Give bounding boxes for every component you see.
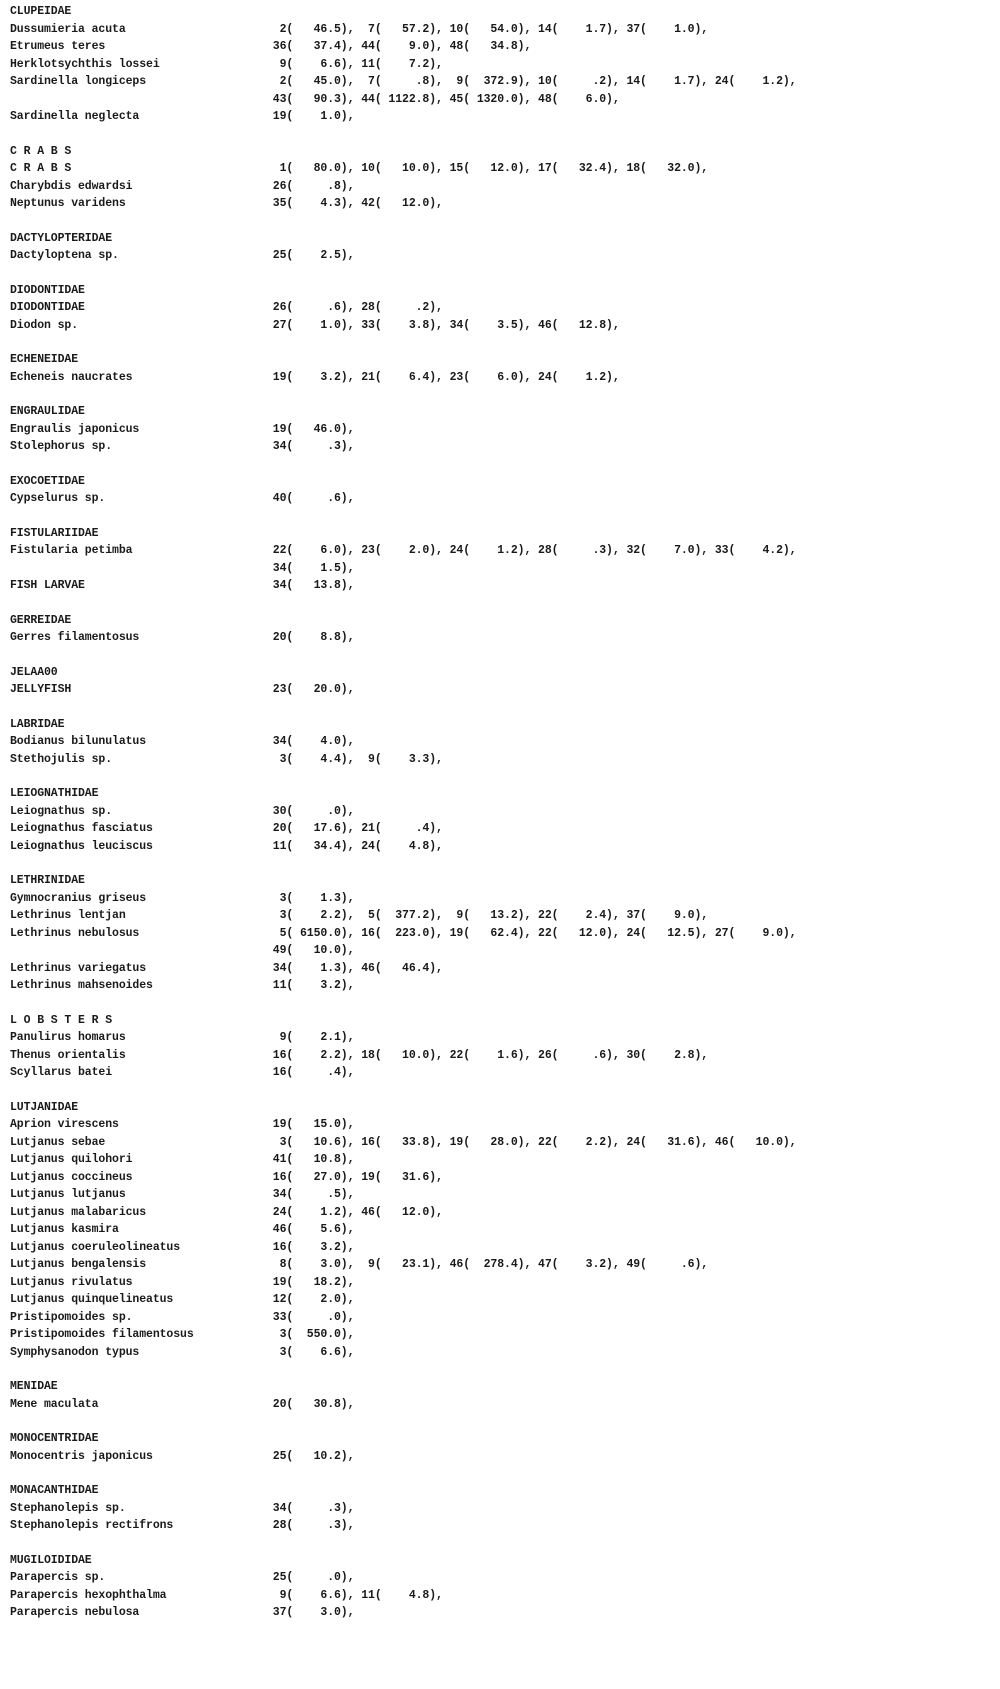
station-values: 25( 10.2), xyxy=(266,1449,355,1463)
species-row xyxy=(10,369,990,387)
species-row xyxy=(10,73,990,91)
family-section xyxy=(10,352,990,386)
species-row xyxy=(10,438,990,456)
station-values: 34( 4.0), xyxy=(266,735,355,748)
family-section xyxy=(10,1553,990,1622)
species-row xyxy=(10,56,990,74)
family-heading: CLUPEIDAE xyxy=(10,5,72,18)
family-section xyxy=(10,144,990,213)
species-row xyxy=(10,560,990,578)
station-values: 19( 15.0), xyxy=(266,1118,355,1131)
species-name: Neptunus varidens xyxy=(10,197,126,210)
species-name: Panulirus homarus xyxy=(10,1031,126,1044)
station-values: 27( 1.0), 33( 3.8), 34( 3.5), 46( 12.8), xyxy=(266,318,620,332)
species-row xyxy=(10,1517,990,1535)
species-row xyxy=(10,1448,990,1466)
species-name: Stephanolepis sp. xyxy=(10,1501,126,1515)
family-section xyxy=(10,404,990,456)
species-row xyxy=(10,1604,990,1622)
station-values: 11( 34.4), 24( 4.8), xyxy=(266,839,443,853)
species-row xyxy=(10,299,990,317)
species-name: Stolephorus sp. xyxy=(10,440,113,453)
species-name: Lutjanus sebae xyxy=(10,1135,106,1149)
station-values: 2( 46.5), 7( 57.2), 10( 54.0), 14( 1.7), 37( 1.0), xyxy=(266,22,709,36)
species-name: Mene maculata xyxy=(10,1397,99,1411)
station-values: 9( 2.1), xyxy=(266,1031,355,1044)
station-values: 22( 6.0), 23( 2.0), 24( 1.2), 28( .3), 32( 7.0), 33( 4.2), xyxy=(266,544,797,557)
species-name: Leiognathus fasciatus xyxy=(10,822,153,835)
species-name: Lethrinus variegatus xyxy=(10,961,147,975)
species-name: Lethrinus nebulosus xyxy=(10,926,140,940)
family-section xyxy=(10,283,990,335)
species-name: Fistularia petimba xyxy=(10,544,133,557)
family-section xyxy=(10,1431,990,1465)
species-row xyxy=(10,542,990,560)
species-row xyxy=(10,803,990,821)
species-row xyxy=(10,108,990,126)
species-name: Charybdis edwardsi xyxy=(10,179,133,193)
family-heading: LUTJANIDAE xyxy=(10,1100,79,1114)
family-section xyxy=(10,4,990,126)
family-heading: FISTULARIIDAE xyxy=(10,526,99,540)
species-row xyxy=(10,1204,990,1222)
species-name: Diodon sp. xyxy=(10,318,79,332)
species-row xyxy=(10,247,990,265)
species-row xyxy=(10,91,990,109)
species-name: FISH LARVAE xyxy=(10,579,85,592)
species-row xyxy=(10,838,990,856)
species-row xyxy=(10,1396,990,1414)
family-heading: MONOCENTRIDAE xyxy=(10,1432,99,1445)
species-row xyxy=(10,751,990,769)
station-values: 30( .0), xyxy=(266,804,355,818)
family-heading: DIODONTIDAE xyxy=(10,283,85,297)
species-row xyxy=(10,977,990,995)
station-values: 16( 2.2), 18( 10.0), 22( 1.6), 26( .6), 30( 2.8), xyxy=(266,1048,709,1062)
species-name: Lutjanus quinquelineatus xyxy=(10,1293,174,1306)
species-row xyxy=(10,1309,990,1327)
station-values: 8( 3.0), 9( 23.1), 46( 278.4), 47( 3.2), 49( .6), xyxy=(266,1258,709,1271)
species-name: Echeneis naucrates xyxy=(10,370,133,384)
station-values: 5( 6150.0), 16( 223.0), 19( 62.4), 22( 12.0), 24( 12.5), 27( 9.0), xyxy=(266,926,797,940)
species-name: Bodianus bilunulatus xyxy=(10,735,147,748)
species-name: Parapercis hexophthalma xyxy=(10,1588,167,1602)
species-row xyxy=(10,1186,990,1204)
family-heading: LABRIDAE xyxy=(10,717,65,731)
species-name: Stethojulis sp. xyxy=(10,752,113,766)
species-name: Stephanolepis rectifrons xyxy=(10,1519,174,1532)
station-values: 20( 8.8), xyxy=(266,631,355,644)
species-name: Gerres filamentosus xyxy=(10,631,140,644)
family-heading: DACTYLOPTERIDAE xyxy=(10,231,113,245)
species-name: Pristipomoides filamentosus xyxy=(10,1328,194,1341)
species-row xyxy=(10,178,990,196)
species-name: Lutjanus coccineus xyxy=(10,1170,133,1184)
species-name: Parapercis nebulosa xyxy=(10,1606,140,1619)
family-heading: C R A B S xyxy=(10,144,72,158)
station-values: 20( 30.8), xyxy=(266,1397,355,1411)
species-row xyxy=(10,1256,990,1274)
species-name: Leiognathus leuciscus xyxy=(10,839,153,853)
station-values: 46( 5.6), xyxy=(266,1223,355,1236)
species-row xyxy=(10,1274,990,1292)
species-row xyxy=(10,490,990,508)
station-values: 24( 1.2), 46( 12.0), xyxy=(266,1205,443,1219)
species-name: Lutjanus malabaricus xyxy=(10,1205,147,1219)
species-name: DIODONTIDAE xyxy=(10,301,85,314)
family-section xyxy=(10,665,990,699)
species-row xyxy=(10,577,990,595)
family-section xyxy=(10,1013,990,1082)
species-row xyxy=(10,21,990,39)
station-values: 35( 4.3), 42( 12.0), xyxy=(266,197,443,210)
species-row xyxy=(10,1047,990,1065)
species-name: Lethrinus lentjan xyxy=(10,909,126,922)
species-name: Pristipomoides sp. xyxy=(10,1310,133,1324)
family-section xyxy=(10,474,990,508)
species-row xyxy=(10,421,990,439)
species-name: Dactyloptena sp. xyxy=(10,249,119,262)
species-name: Lutjanus lutjanus xyxy=(10,1188,126,1201)
station-values: 34( .3), xyxy=(266,440,355,453)
species-name: Symphysanodon typus xyxy=(10,1345,140,1359)
family-section xyxy=(10,613,990,647)
family-section xyxy=(10,1100,990,1362)
family-heading: LEIOGNATHIDAE xyxy=(10,787,99,800)
station-values: 34( .3), xyxy=(266,1501,355,1515)
species-row xyxy=(10,942,990,960)
species-row xyxy=(10,1064,990,1082)
species-row xyxy=(10,1134,990,1152)
family-heading: GERREIDAE xyxy=(10,613,72,627)
station-values: 16( 27.0), 19( 31.6), xyxy=(266,1170,443,1184)
station-values: 19( 1.0), xyxy=(266,110,355,123)
family-heading: ECHENEIDAE xyxy=(10,353,79,366)
species-row xyxy=(10,733,990,751)
catch-listing xyxy=(10,4,990,1622)
station-values: 9( 6.6), 11( 4.8), xyxy=(266,1588,443,1602)
species-name: Leiognathus sp. xyxy=(10,804,113,818)
family-section xyxy=(10,786,990,855)
station-values: 34( 1.3), 46( 46.4), xyxy=(266,961,443,975)
station-values: 16( 3.2), xyxy=(266,1240,355,1254)
species-row xyxy=(10,1221,990,1239)
species-row xyxy=(10,1344,990,1362)
station-values: 34( 13.8), xyxy=(266,579,355,592)
family-heading: MUGILOIDIDAE xyxy=(10,1553,92,1567)
species-name: Aprion virescens xyxy=(10,1118,119,1131)
species-row xyxy=(10,681,990,699)
species-name: Lutjanus bengalensis xyxy=(10,1258,147,1271)
station-values: 3( 1.3), xyxy=(266,891,355,905)
species-row xyxy=(10,38,990,56)
station-values: 36( 37.4), 44( 9.0), 48( 34.8), xyxy=(266,40,532,53)
station-values: 34( 1.5), xyxy=(266,561,355,575)
station-values: 20( 17.6), 21( .4), xyxy=(266,822,443,835)
species-name: Gymnocranius griseus xyxy=(10,891,147,905)
species-name: Thenus orientalis xyxy=(10,1048,126,1062)
species-name: Lethrinus mahsenoides xyxy=(10,979,153,992)
species-row xyxy=(10,160,990,178)
station-values: 43( 90.3), 44( 1122.8), 45( 1320.0), 48( 6.0), xyxy=(266,92,620,106)
station-values: 37( 3.0), xyxy=(266,1606,355,1619)
station-values: 19( 3.2), 21( 6.4), 23( 6.0), 24( 1.2), xyxy=(266,370,620,384)
species-name: C R A B S xyxy=(10,162,72,175)
species-row xyxy=(10,960,990,978)
station-values: 9( 6.6), 11( 7.2), xyxy=(266,57,443,71)
species-row xyxy=(10,1239,990,1257)
species-row xyxy=(10,1169,990,1187)
species-name: Sardinella longiceps xyxy=(10,75,147,88)
species-name: Lutjanus quilohori xyxy=(10,1153,133,1166)
species-row xyxy=(10,1587,990,1605)
family-heading: LETHRINIDAE xyxy=(10,874,85,887)
species-name: Lutjanus kasmira xyxy=(10,1223,119,1236)
species-row xyxy=(10,820,990,838)
station-values: 19( 46.0), xyxy=(266,422,355,436)
station-values: 3( 550.0), xyxy=(266,1328,355,1341)
station-values: 16( .4), xyxy=(266,1066,355,1079)
station-values: 3( 6.6), xyxy=(266,1345,355,1359)
species-name: Lutjanus coeruleolineatus xyxy=(10,1240,181,1254)
station-values: 40( .6), xyxy=(266,492,355,505)
station-values: 23( 20.0), xyxy=(266,683,355,696)
species-name: Sardinella neglecta xyxy=(10,110,140,123)
station-values: 3( 2.2), 5( 377.2), 9( 13.2), 22( 2.4), 37( 9.0), xyxy=(266,909,709,922)
species-name: JELLYFISH xyxy=(10,683,72,696)
species-name: Dussumieria acuta xyxy=(10,22,126,36)
species-row xyxy=(10,195,990,213)
family-section xyxy=(10,1379,990,1413)
species-row xyxy=(10,317,990,335)
species-name: Monocentris japonicus xyxy=(10,1449,153,1463)
station-values: 34( .5), xyxy=(266,1188,355,1201)
species-row xyxy=(10,1291,990,1309)
species-name: Lutjanus rivulatus xyxy=(10,1275,133,1289)
station-values: 2( 45.0), 7( .8), 9( 372.9), 10( .2), 14( 1.7), 24( 1.2), xyxy=(266,75,797,88)
family-heading: MENIDAE xyxy=(10,1380,58,1393)
family-heading: MONACANTHIDAE xyxy=(10,1484,99,1497)
species-name: Parapercis sp. xyxy=(10,1571,106,1584)
family-heading: EXOCOETIDAE xyxy=(10,474,85,488)
family-section xyxy=(10,717,990,769)
species-row xyxy=(10,629,990,647)
station-values: 25( 2.5), xyxy=(266,249,355,262)
species-row xyxy=(10,1326,990,1344)
species-row xyxy=(10,907,990,925)
family-section xyxy=(10,1483,990,1535)
family-heading: ENGRAULIDAE xyxy=(10,405,85,418)
species-row xyxy=(10,1029,990,1047)
station-values: 12( 2.0), xyxy=(266,1293,355,1306)
station-values: 11( 3.2), xyxy=(266,979,355,992)
species-row xyxy=(10,1500,990,1518)
station-values: 1( 80.0), 10( 10.0), 15( 12.0), 17( 32.4), 18( 32.0), xyxy=(266,162,709,175)
family-heading: JELAA00 xyxy=(10,665,58,679)
station-values: 25( .0), xyxy=(266,1571,355,1584)
station-values: 41( 10.8), xyxy=(266,1153,355,1166)
station-values: 3( 4.4), 9( 3.3), xyxy=(266,752,443,766)
species-name: Herklotsychthis lossei xyxy=(10,57,160,71)
family-section xyxy=(10,231,990,265)
station-values: 26( .8), xyxy=(266,179,355,193)
species-row xyxy=(10,890,990,908)
station-values: 33( .0), xyxy=(266,1310,355,1324)
species-row xyxy=(10,1569,990,1587)
species-name: Cypselurus sp. xyxy=(10,492,106,505)
species-row xyxy=(10,925,990,943)
station-values: 19( 18.2), xyxy=(266,1275,355,1289)
station-values: 49( 10.0), xyxy=(266,944,355,957)
station-values: 3( 10.6), 16( 33.8), 19( 28.0), 22( 2.2), 24( 31.6), 46( 10.0), xyxy=(266,1135,797,1149)
family-section xyxy=(10,526,990,595)
species-name: Etrumeus teres xyxy=(10,40,106,53)
species-name: Engraulis japonicus xyxy=(10,422,140,436)
species-name: Scyllarus batei xyxy=(10,1066,113,1079)
species-row xyxy=(10,1151,990,1169)
station-values: 26( .6), 28( .2), xyxy=(266,301,443,314)
family-heading: L O B S T E R S xyxy=(10,1013,113,1027)
station-values: 28( .3), xyxy=(266,1519,355,1532)
species-row xyxy=(10,1116,990,1134)
family-section xyxy=(10,873,990,995)
